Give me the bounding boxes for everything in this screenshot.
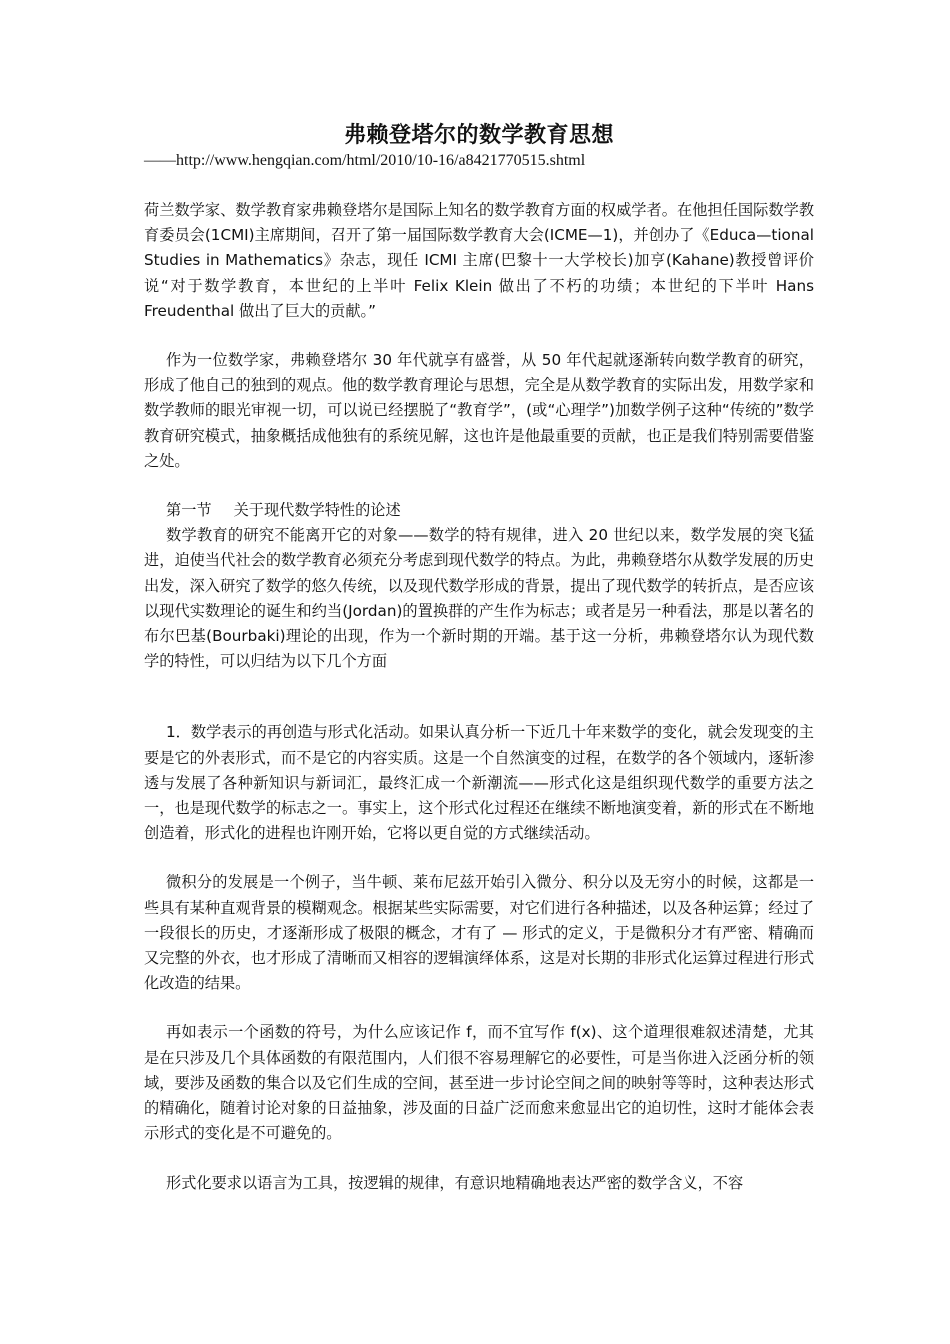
spacer <box>144 474 814 498</box>
section-number: 第一节 <box>166 501 212 520</box>
spacer <box>144 674 814 720</box>
section-intro-paragraph: 数学教育的研究不能离开它的对象——数学的特有规律，进入 20 世纪以来，数学发展的突飞猛进，迫使当代社会的数学教育必须充分考虑到现代数学的特点。为此，弗赖登塔尔从数学发展的历史出发，深入研究了数学的悠久传统，以及现代数学形成的背景，提出了现代数学的转折点，是否应该以现代实数理论的诞生和约当(Jordan)的置换群的产生作为标志；或者是另一种看法，那是以著名的布尔巴基(Bourbaki)理论的出现，作为一个新时期的开端。基于这一分析，弗赖登塔尔认为现代数学的特性，可以归结为以下几个方面 <box>144 526 814 671</box>
spacer <box>144 996 814 1020</box>
calculus-example-paragraph: 微积分的发展是一个例子，当牛顿、莱布尼兹开始引入微分、积分以及无穷小的时候，这都是一些具有某种直观背景的模糊观念。根据某些实际需要，对它们进行各种描述，以及各种运算；经过了一段很长的历史，才逐渐形成了极限的概念，才有了 — 形式的定义，于是微积分才有严密、精确而又完整的外衣，也才形成了清晰而又相容的逻辑演绎体系，这是对长期的非形式化运算过程进行形式化改造的结果。 <box>144 873 814 993</box>
paragraph-intro: 荷兰数学家、数学教育家弗赖登塔尔是国际上知名的数学教育方面的权威学者。在他担任国际数学教育委员会(1CMI)主席期间，召开了第一届国际数学教育大会(ICME—1)，并创办了《Educa—tional Studies in Mathematics》杂志，现任 ICMI 主席(巴黎十一大学校长)加亨(Kahane)教授曾评价说“对于数学教育，本世纪的上半叶 Felix Klein 做出了不朽的功绩；本世纪的下半叶 Hans Freudenthal 做出了巨大的贡献。” <box>144 201 814 320</box>
document-page <box>144 120 814 1196</box>
spacer <box>144 324 814 348</box>
section-heading <box>144 498 814 523</box>
spacer <box>144 846 814 870</box>
source-url: ——http://www.hengqian.com/html/2010/10-16/a8421770515.shtml <box>144 152 586 169</box>
formalization-paragraph: 形式化要求以语言为工具，按逻辑的规律，有意识地精确地表达严密的数学含义，不容 <box>166 1173 744 1192</box>
function-notation-paragraph: 再如表示一个函数的符号，为什么应该记作 f，而不宜写作 f(x)、这个道理很难叙述清楚，尤其是在只涉及几个具体函数的有限范围内，人们很不容易理解它的必要性，可是当你进入泛函分析的领域，要涉及函数的集合以及它们生成的空间，甚至进一步讨论空间之间的映射等等时，这种表达形式的精确化，随着讨论对象的日益抽象，涉及面的日益广泛而愈来愈显出它的迫切性，这时才能体会表示形式的变化是不可避免的。 <box>144 1023 814 1143</box>
spacer <box>144 1147 814 1171</box>
document-title: 弗赖登塔尔的数学教育思想 <box>343 122 614 148</box>
spacer <box>144 172 814 198</box>
point-1-paragraph: 1．数学表示的再创造与形式化活动。如果认真分析一下近几十年来数学的变化，就会发现变的主要是它的外表形式，而不是它的内容实质。这是一个自然演变的过程，在数学的各个领域内，逐斩渗透与发展了各种新知识与新词汇，最终汇成一个新潮流——形式化这是组织现代数学的重要方法之一，也是现代数学的标志之一。事实上，这个形式化过程还在继续不断地演变着，新的形式在不断地创造着，形式化的进程也许刚开始，它将以更自觉的方式继续活动。 <box>144 723 814 843</box>
section-title: 关于现代数学特性的论述 <box>233 501 401 520</box>
paragraph-background: 作为一位数学家，弗赖登塔尔 30 年代就享有盛誉，从 50 年代起就逐渐转向数学教育的研究，形成了他自己的独到的观点。他的数学教育理论与思想，完全是从数学教育的实际出发，用数学家和数学教师的眼光审视一切，可以说已经摆脱了“教育学”，(或“心理学”)加数学例子这种“传统的”数学教育研究模式，抽象概括成他独有的系统见解，这也许是他最重要的贡献，也正是我们特别需要借鉴之处。 <box>144 351 814 470</box>
